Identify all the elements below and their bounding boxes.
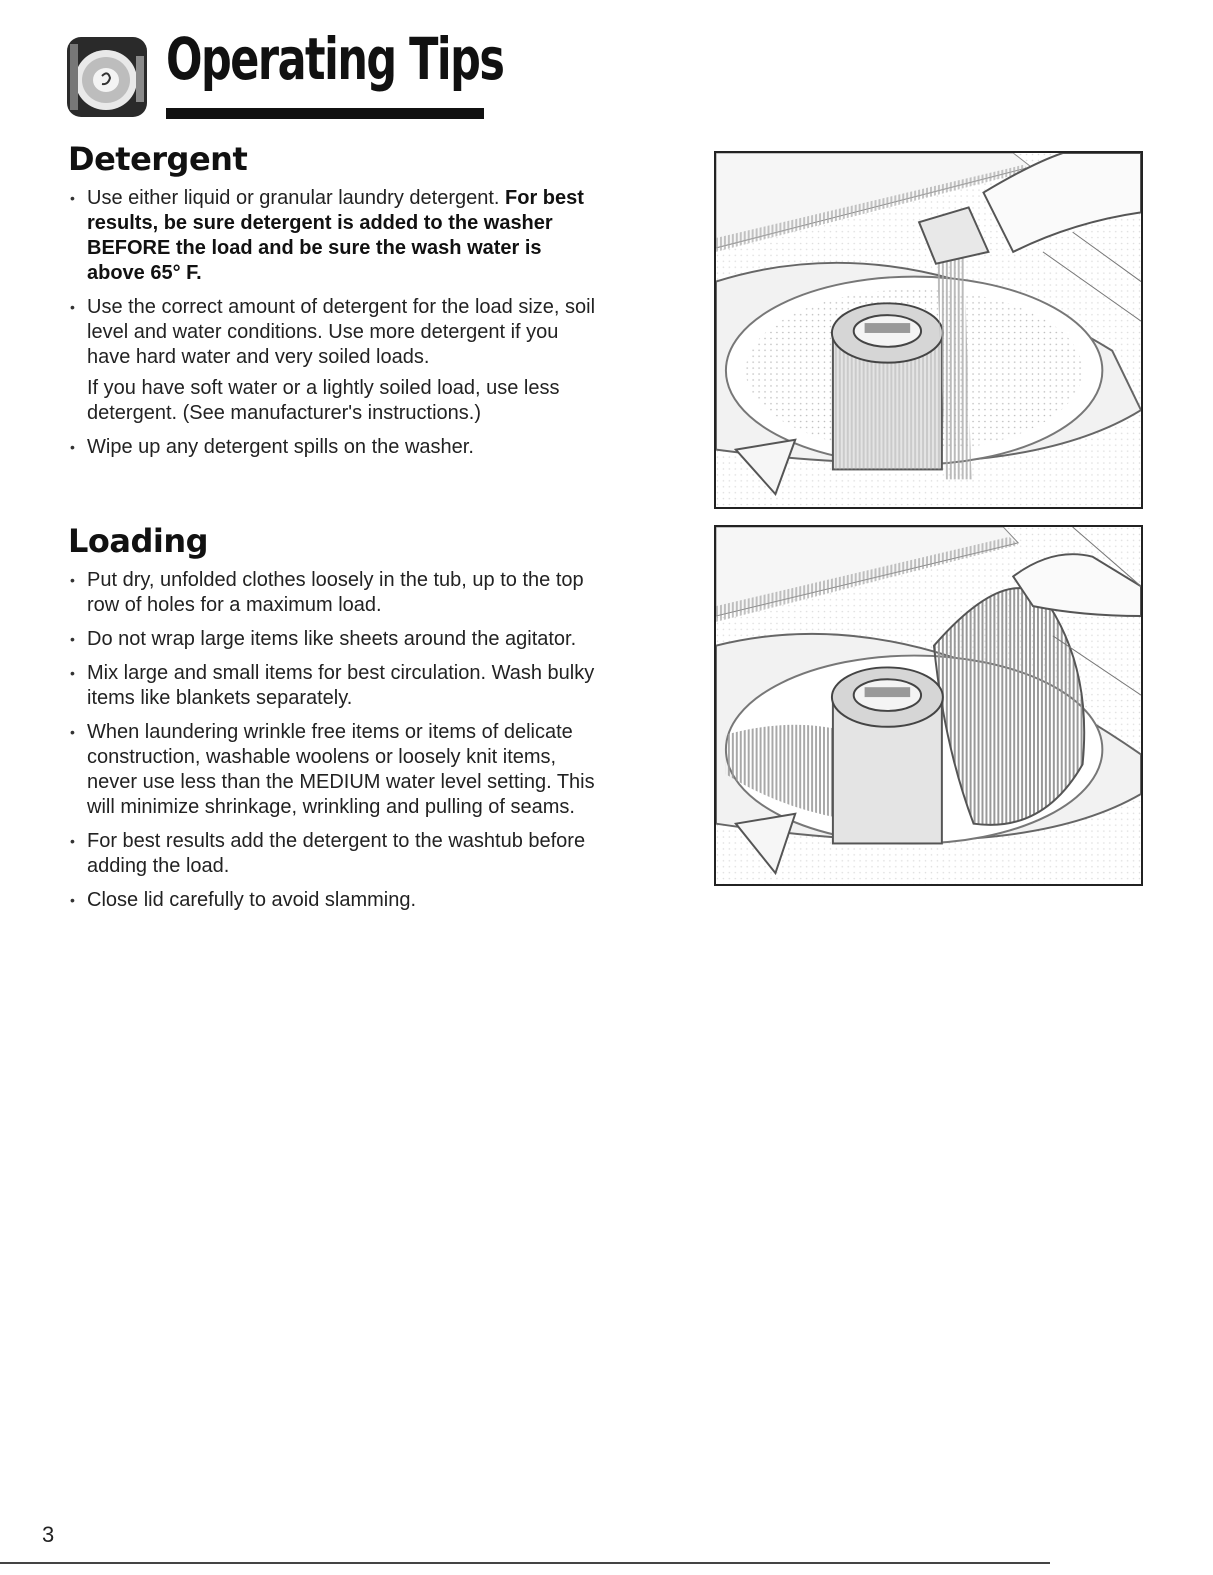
list-item — [68, 661, 598, 711]
loading-clothes-illustration — [714, 525, 1143, 886]
bullet-text: For best results add the detergent to the washtub before adding the load. — [87, 830, 586, 877]
bullet-text: Close lid carefully to avoid slamming. — [87, 889, 417, 911]
bullet-text: Wipe up any detergent spills on the washer. — [87, 436, 474, 458]
list-item — [68, 888, 598, 913]
detergent-heading: Detergent — [68, 140, 248, 178]
list-item — [68, 186, 598, 286]
list-item — [68, 720, 598, 820]
loading-list — [68, 568, 598, 913]
page-number: 3 — [42, 1522, 55, 1547]
bullet-text: Do not wrap large items like sheets around the agitator. — [87, 628, 577, 650]
list-item — [68, 829, 598, 879]
bullet-text: Use the correct amount of detergent for the load size, soil level and water conditions. Use more detergent if you have hard water and very soiled loads. — [87, 296, 596, 368]
loading-heading: Loading — [68, 522, 209, 560]
bullet-text: If you have soft water or a lightly soiled load, use less detergent. (See manufacturer's instructions.) — [87, 377, 560, 424]
washer-lid-icon — [66, 36, 148, 118]
list-item-continuation — [68, 376, 598, 426]
bullet-text: Put dry, unfolded clothes loosely in the tub, up to the top row of holes for a maximum load. — [87, 569, 584, 616]
footer-rule — [0, 1562, 1050, 1564]
bullet-text: Mix large and small items for best circulation. Wash bulky items like blankets separately. — [87, 662, 595, 709]
pouring-detergent-illustration — [714, 151, 1143, 509]
bullet-text: Use either liquid or granular laundry detergent. — [87, 187, 506, 209]
bullet-text: When laundering wrinkle free items or items of delicate construction, washable woolens or loosely knit items, never use less than the MEDIUM water level setting. This will minimize shrinkage, wrinkling and pulling of seams. — [87, 721, 595, 818]
list-item — [68, 627, 598, 652]
page-title: Operating Tips — [166, 25, 504, 93]
bullet-bold-text: For best results, be sure detergent is added to the washer BEFORE the load and be sure the wash water is above 65° F. — [87, 187, 584, 284]
list-item — [68, 295, 598, 370]
detergent-section — [68, 140, 598, 469]
title-underline — [166, 108, 484, 119]
list-item — [68, 568, 598, 618]
detergent-list — [68, 186, 598, 460]
list-item — [68, 435, 598, 460]
loading-section — [68, 522, 598, 922]
